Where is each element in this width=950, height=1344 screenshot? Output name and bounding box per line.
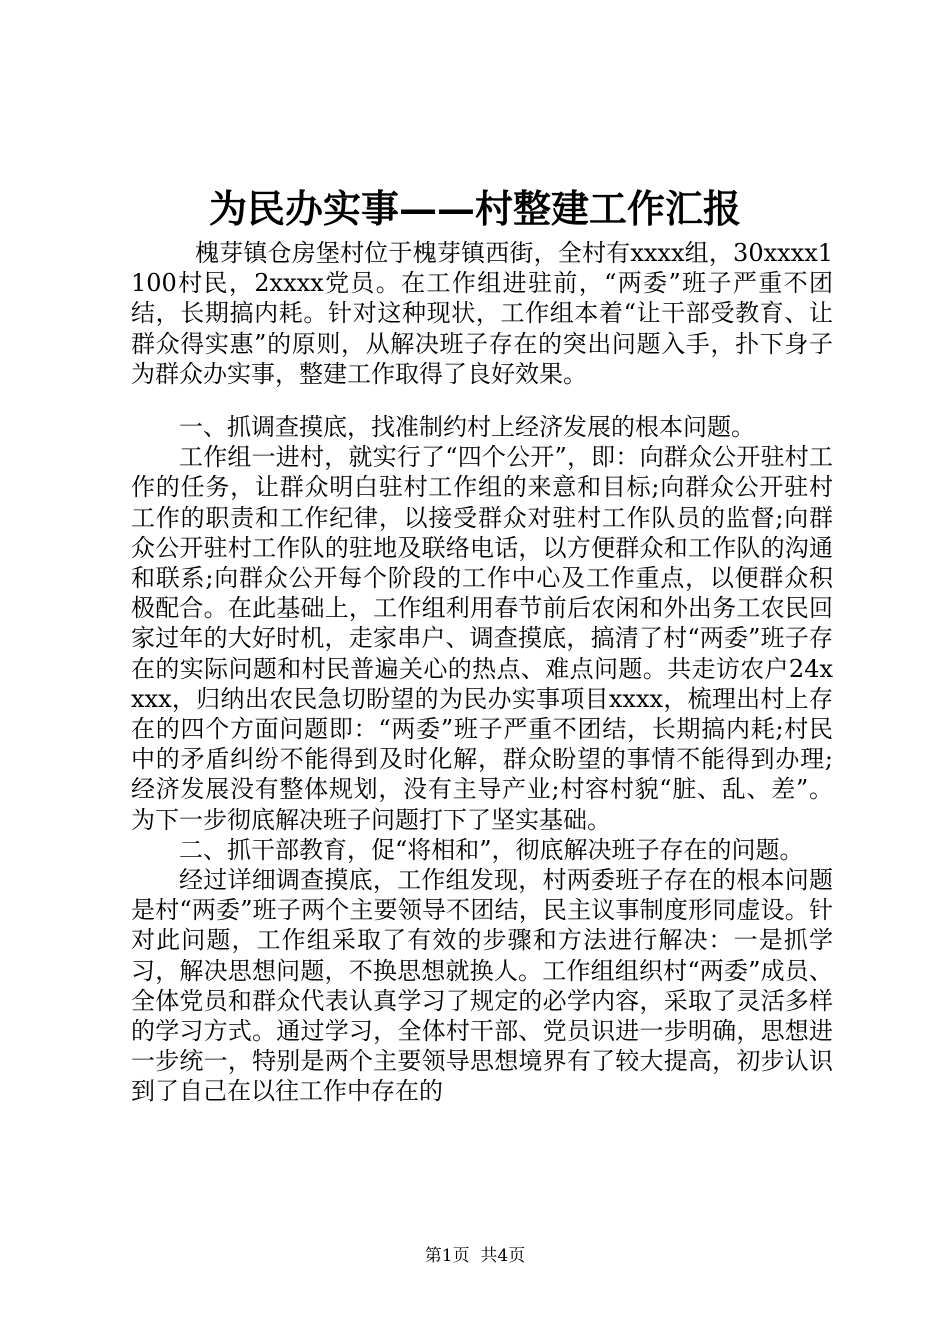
section-2-paragraph: 经过详细调查摸底，工作组发现，村两委班子存在的根本问题是村“两委”班子两个主要领导不团结，民主议事制度形同虚设。针对此问题，工作组采取了有效的步骤和方法进行解决：一是抓学习，解决思想问题，不换思想就换人。工作组组织村“两委”成员、全体党员和群众代表认真学习了规定的必学内容，采取了灵活多样的学习方式。通过学习，全体村干部、党员识进一步明确，思想进一步统一，特别是两个主要领导思想境界有了较大提高，初步认识到了自己在以往工作中存在的 — [131, 866, 833, 1106]
document-title: 为民办实事——村整建工作汇报 — [208, 186, 741, 231]
section-heading-1: 一、抓调查摸底，找准制约村上经济发展的根本问题。 — [179, 413, 755, 442]
page-number: 第1页 — [424, 1246, 470, 1266]
intro-paragraph: 槐芽镇仓房堡村位于槐芽镇西街，全村有xxxx组，30xxxx1100村民，2xxxx党员。在工作组进驻前，“两委”班子严重不团结，长期搞内耗。针对这种现状，工作组本着“让干部受教育、让群众得实惠”的原则，从解决班子存在的突出问题入手，扑下身子为群众办实事，整建工作取得了良好效果。 — [131, 239, 833, 388]
page-total: 共4页 — [480, 1246, 526, 1266]
document-body — [131, 238, 833, 1107]
page-footer — [0, 1245, 950, 1267]
section-heading-2: 二、抓干部教育，促“将相和”，彻底解决班子存在的问题。 — [179, 835, 804, 864]
section-1-paragraph: 工作组一进村，就实行了“四个公开”，即：向群众公开驻村工作的任务，让群众明白驻村工作组的来意和目标;向群众公开驻村工作的职责和工作纪律，以接受群众对驻村工作队员的监督;向群众公开驻村工作队的驻地及联络电话，以方便群众和工作队的沟通和联系;向群众公开每个阶段的工作中心及工作重点，以便群众积极配合。在此基础上，工作组利用春节前后农闲和外出务工农民回家过年的大好时机，走家串户、调查摸底，搞清了村“两委”班子存在的实际问题和村民普遍关心的热点、难点问题。共走访农户24xxxx，归纳出农民急切盼望的为民办实事项目xxxx，梳理出村上存在的四个方面问题即：“两委”班子严重不团结，长期搞内耗;村民中的矛盾纠纷不能得到及时化解，群众盼望的事情不能得到办理;经济发展没有整体规划，没有主导产业;村容村貌“脏、乱、差”。为下一步彻底解决班子问题打下了坚实基础。 — [131, 443, 833, 834]
